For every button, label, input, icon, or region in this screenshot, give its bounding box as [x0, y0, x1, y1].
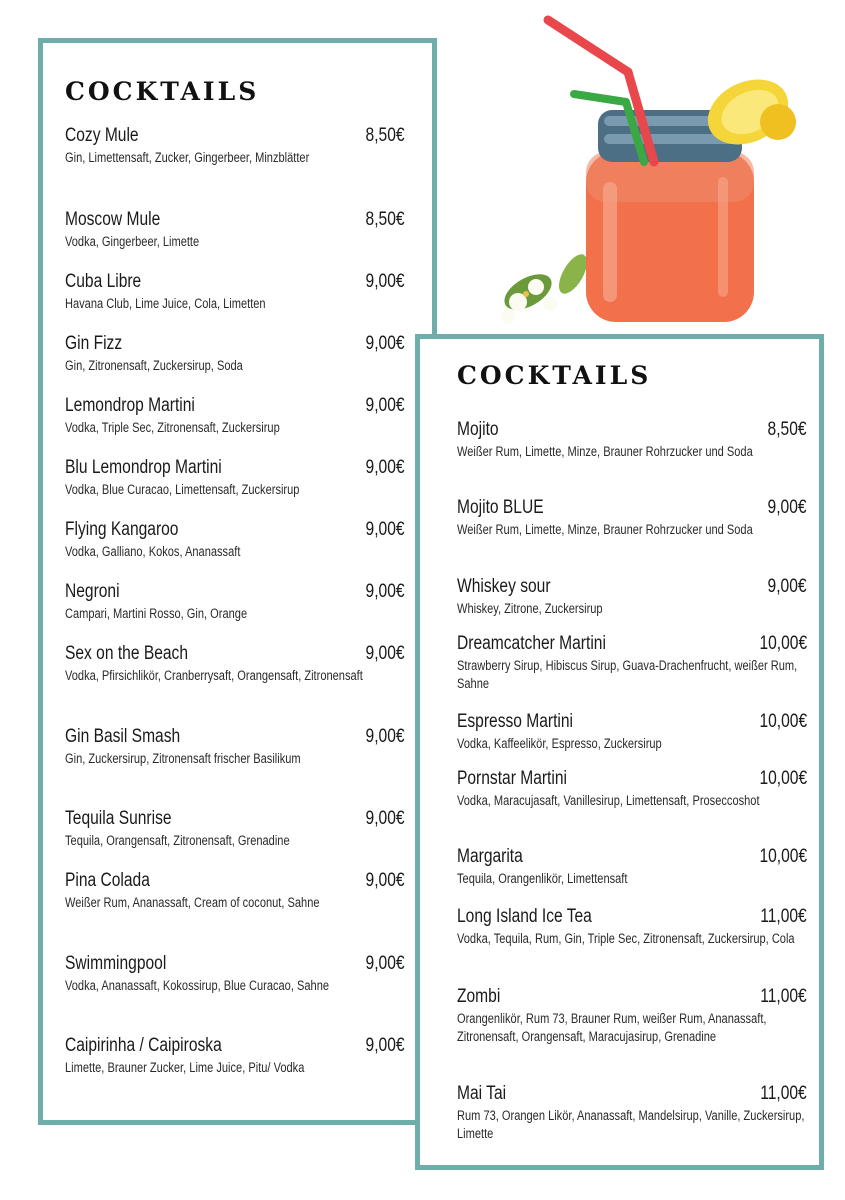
menu-item	[457, 576, 807, 618]
menu-item	[65, 271, 405, 313]
item-description: Vodka, Blue Curacao, Limettensaft, Zuckersirup	[65, 482, 300, 497]
item-price: 10,00€	[759, 633, 807, 654]
item-name: Margarita	[457, 846, 523, 867]
item-price: 10,00€	[759, 711, 807, 732]
item-description: Tequila, Orangensaft, Zitronensaft, Grenadine	[65, 833, 290, 848]
item-price: 9,00€	[366, 953, 405, 974]
item-name: Moscow Mule	[65, 209, 161, 230]
menu-item	[457, 986, 807, 1046]
item-description: Strawberry Sirup, Hibiscus Sirup, Guava-Drachenfrucht, weißer Rum, Sahne	[457, 658, 798, 691]
item-name: Tequila Sunrise	[65, 808, 172, 829]
menu-item	[65, 808, 405, 850]
menu-item	[65, 726, 405, 768]
item-name: Pornstar Martini	[457, 768, 567, 789]
section-title: COCKTAILS	[457, 361, 652, 390]
item-description: Weißer Rum, Ananassaft, Cream of coconut, Sahne	[65, 895, 320, 910]
menu-item	[65, 581, 405, 623]
menu-item	[65, 643, 405, 685]
item-name: Mai Tai	[457, 1083, 507, 1104]
item-name: Dreamcatcher Martini	[457, 633, 606, 654]
item-price: 9,00€	[366, 643, 405, 664]
item-name: Cozy Mule	[65, 125, 139, 146]
menu-item	[65, 209, 405, 251]
item-description: Vodka, Kaffeelikör, Espresso, Zuckersirup	[457, 736, 662, 751]
menu-item	[457, 711, 807, 753]
item-description: Gin, Zuckersirup, Zitronensaft frischer Basilikum	[65, 751, 301, 766]
item-description: Rum 73, Orangen Likör, Ananassaft, Mandelsirup, Vanille, Zuckersirup, Limette	[457, 1108, 805, 1141]
item-description: Vodka, Tequila, Rum, Gin, Triple Sec, Zitronensaft, Zuckersirup, Cola	[457, 931, 795, 946]
item-price: 9,00€	[366, 581, 405, 602]
item-price: 9,00€	[366, 1035, 405, 1056]
item-name: Zombi	[457, 986, 501, 1007]
item-price: 9,00€	[366, 271, 405, 292]
item-description: Orangenlikör, Rum 73, Brauner Rum, weißer Rum, Ananassaft, Zitronensaft, Orangensaft, Maracujasirup, Grenadine	[457, 1011, 767, 1044]
item-name: Pina Colada	[65, 870, 150, 891]
menu-item	[457, 633, 807, 693]
item-description: Limette, Brauner Zucker, Lime Juice, Pitu/ Vodka	[65, 1060, 305, 1075]
item-description: Whiskey, Zitrone, Zuckersirup	[457, 601, 603, 616]
menu-panel-right	[415, 334, 824, 1170]
menu-item	[65, 395, 405, 437]
item-description: Gin, Limettensaft, Zucker, Gingerbeer, Minzblätter	[65, 150, 310, 165]
item-name: Mojito BLUE	[457, 497, 544, 518]
item-name: Lemondrop Martini	[65, 395, 195, 416]
item-description: Tequila, Orangenlikör, Limettensaft	[457, 871, 628, 886]
item-description: Weißer Rum, Limette, Minze, Brauner Rohrzucker und Soda	[457, 444, 753, 459]
item-price: 11,00€	[760, 906, 807, 927]
item-name: Swimmingpool	[65, 953, 167, 974]
item-name: Long Island Ice Tea	[457, 906, 592, 927]
item-description: Havana Club, Lime Juice, Cola, Limetten	[65, 296, 266, 311]
item-price: 9,00€	[366, 333, 405, 354]
item-price: 10,00€	[759, 846, 807, 867]
item-description: Weißer Rum, Limette, Minze, Brauner Rohrzucker und Soda	[457, 522, 753, 537]
item-name: Espresso Martini	[457, 711, 574, 732]
item-price: 8,50€	[768, 419, 807, 440]
item-description: Vodka, Gingerbeer, Limette	[65, 234, 200, 249]
item-description: Gin, Zitronensaft, Zuckersirup, Soda	[65, 358, 243, 373]
menu-item	[65, 333, 405, 375]
item-price: 11,00€	[760, 1083, 807, 1104]
menu-item	[65, 1035, 405, 1077]
menu-item	[65, 125, 405, 167]
item-description: Vodka, Galliano, Kokos, Ananassaft	[65, 544, 241, 559]
menu-item	[457, 1083, 807, 1143]
cocktail-jar-icon	[478, 12, 808, 342]
item-price: 9,00€	[366, 726, 405, 747]
item-name: Gin Fizz	[65, 333, 123, 354]
item-name: Flying Kangaroo	[65, 519, 179, 540]
item-description: Vodka, Ananassaft, Kokossirup, Blue Curacao, Sahne	[65, 978, 330, 993]
menu-item	[457, 906, 807, 948]
item-name: Whiskey sour	[457, 576, 551, 597]
item-price: 9,00€	[366, 870, 405, 891]
item-name: Caipirinha / Caipiroska	[65, 1035, 222, 1056]
item-price: 8,50€	[366, 209, 405, 230]
item-name: Mojito	[457, 419, 499, 440]
item-description: Campari, Martini Rosso, Gin, Orange	[65, 606, 248, 621]
menu-item	[457, 768, 807, 810]
item-name: Gin Basil Smash	[65, 726, 181, 747]
item-name: Cuba Libre	[65, 271, 142, 292]
menu-item	[457, 497, 807, 539]
menu-item	[457, 419, 807, 461]
item-description: Vodka, Triple Sec, Zitronensaft, Zuckersirup	[65, 420, 280, 435]
item-price: 9,00€	[768, 576, 807, 597]
menu-item	[65, 457, 405, 499]
item-name: Sex on the Beach	[65, 643, 188, 664]
item-name: Blu Lemondrop Martini	[65, 457, 222, 478]
menu-item	[457, 846, 807, 888]
item-price: 8,50€	[366, 125, 405, 146]
item-price: 9,00€	[366, 395, 405, 416]
item-description: Vodka, Pfirsichlikör, Cranberrysaft, Orangensaft, Zitronensaft	[65, 668, 363, 683]
item-price: 9,00€	[768, 497, 807, 518]
item-name: Negroni	[65, 581, 120, 602]
menu-item	[65, 870, 405, 912]
item-price: 9,00€	[366, 519, 405, 540]
item-price: 10,00€	[759, 768, 807, 789]
item-price: 9,00€	[366, 808, 405, 829]
item-description: Vodka, Maracujasaft, Vanillesirup, Limettensaft, Proseccoshot	[457, 793, 760, 808]
item-price: 11,00€	[760, 986, 807, 1007]
item-price: 9,00€	[366, 457, 405, 478]
menu-item	[65, 953, 405, 995]
section-title: COCKTAILS	[65, 77, 260, 106]
menu-item	[65, 519, 405, 561]
menu-panel-left	[38, 38, 437, 1125]
